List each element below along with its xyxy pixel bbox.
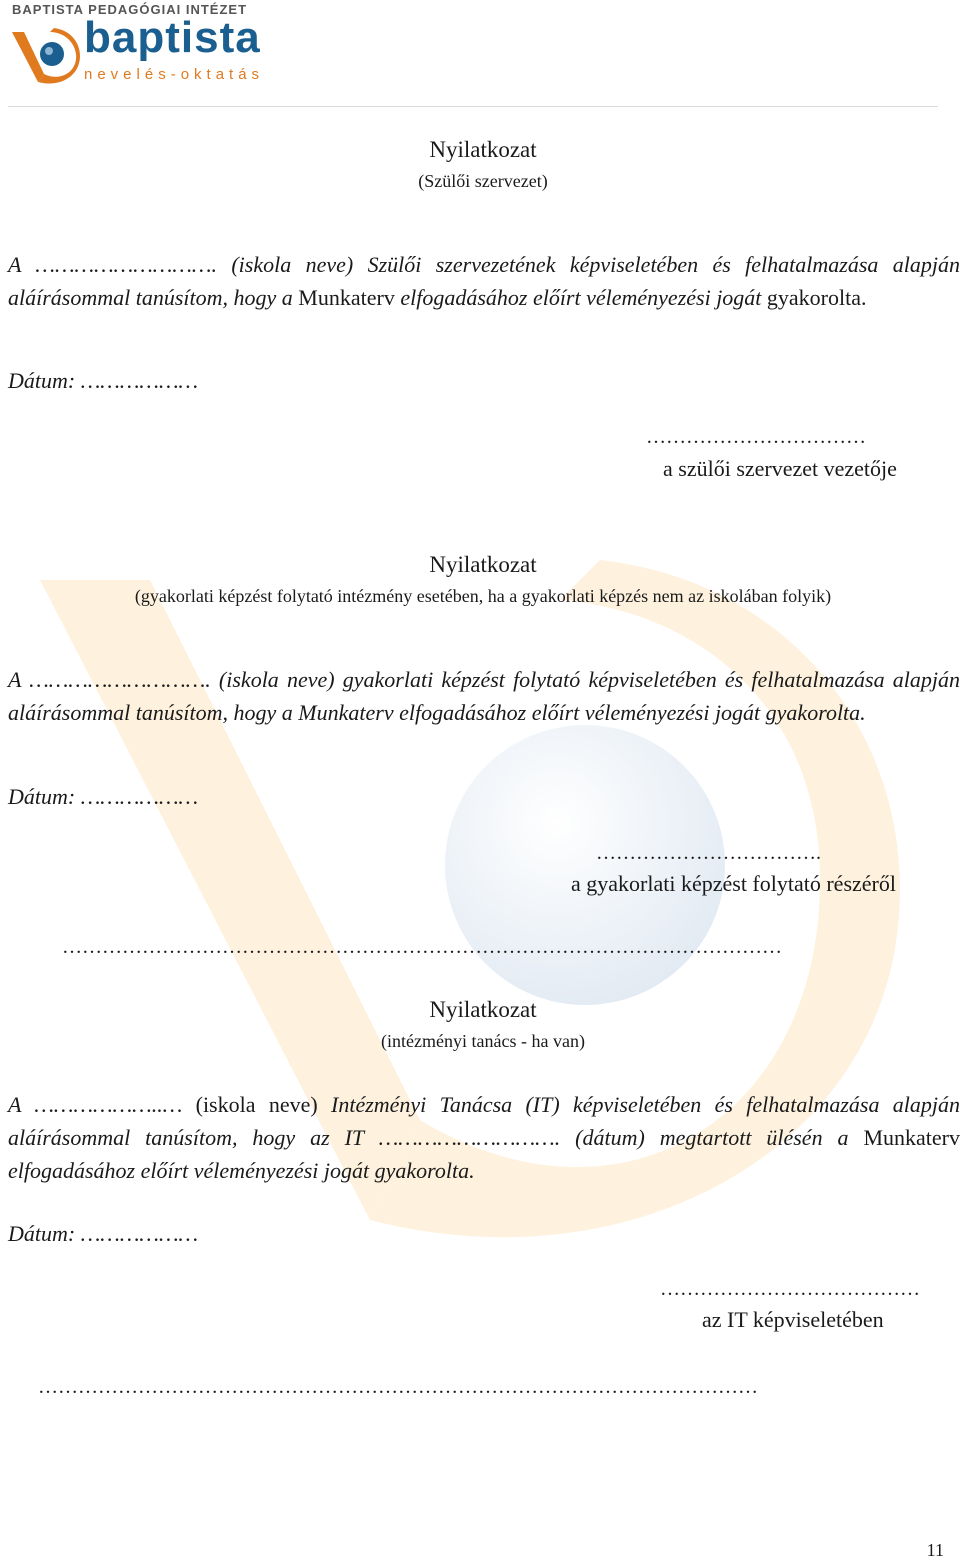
section-2-statement (8, 663, 960, 729)
section-3-statement (8, 1088, 960, 1187)
section-2-signature-line: ……………………………. (596, 842, 821, 864)
section-3-subtitle: (intézményi tanács - ha van) (381, 1031, 585, 1051)
brand-name: baptista (84, 13, 261, 62)
section-separator: ……………………………………………………………………………………………… (38, 1376, 758, 1398)
section-separator: ……………………………………………………………………………………………… (62, 936, 782, 958)
section-1-title: Nyilatkozat (429, 137, 537, 162)
baptista-logo-icon (10, 24, 80, 86)
section-1-statement (8, 248, 960, 314)
section-3-signature-line: ………………………………… (660, 1278, 920, 1300)
brand-tagline: nevelés-oktatás (84, 66, 265, 83)
section-1-signature-line: …………………………… (646, 426, 866, 448)
statement-text: (dátum) megtartott ülésén a (560, 1125, 864, 1150)
page-number: 11 (926, 1540, 944, 1560)
school-name-blank: A ………………..… (8, 1092, 183, 1117)
statement-text: (iskola neve) (182, 1092, 331, 1117)
school-name-blank: A ………………………. (8, 252, 217, 277)
section-2-title: Nyilatkozat (429, 552, 537, 577)
section-3-signature-label: az IT képviseletében (702, 1307, 884, 1332)
statement-text: elfogadásához előírt véleményezési jogát (394, 285, 767, 310)
statement-text: gyakorolta. (766, 285, 867, 310)
section-1-signature-label: a szülői szervezet vezetője (663, 456, 897, 481)
school-name-blank: A ………………………. (8, 667, 211, 692)
statement-text: (iskola neve) Szülői szervezetének képviseletében és felhatalmazása alapján aláírásommal tanúsítom, hogy a (8, 252, 960, 310)
section-3-title: Nyilatkozat (429, 997, 537, 1022)
statement-text: Munkaterv (298, 285, 395, 310)
statement-text: elfogadásához előírt véleményezési jogát gyakorolta. (8, 1158, 475, 1183)
section-1-subtitle: (Szülői szervezet) (418, 171, 548, 191)
statement-text: (iskola neve) gyakorlati képzést folytató képviseletében és felhatalmazása alapján aláírásommal tanúsítom, hogy a Munkaterv elfogadásához előírt véleményezési jogát gyakorolta. (8, 667, 960, 725)
section-2-date: Dátum: ……………… (8, 784, 199, 809)
page-header (8, 0, 938, 107)
statement-text: Munkaterv (863, 1125, 960, 1150)
section-2-signature-label: a gyakorlati képzést folytató részéről (571, 871, 896, 896)
section-3-date: Dátum: ……………… (8, 1221, 199, 1246)
section-2-subtitle: (gyakorlati képzést folytató intézmény esetében, ha a gyakorlati képzés nem az iskolában folyik) (134, 586, 832, 606)
section-1-date: Dátum: ……………… (8, 368, 199, 393)
institute-name: BAPTISTA PEDAGÓGIAI INTÉZET (12, 2, 248, 17)
statement-text: Intézményi Tanácsa (IT) képviseletében és felhatalmazása alapján aláírásommal tanúsítom, hogy az IT ………………………. (8, 1092, 960, 1150)
